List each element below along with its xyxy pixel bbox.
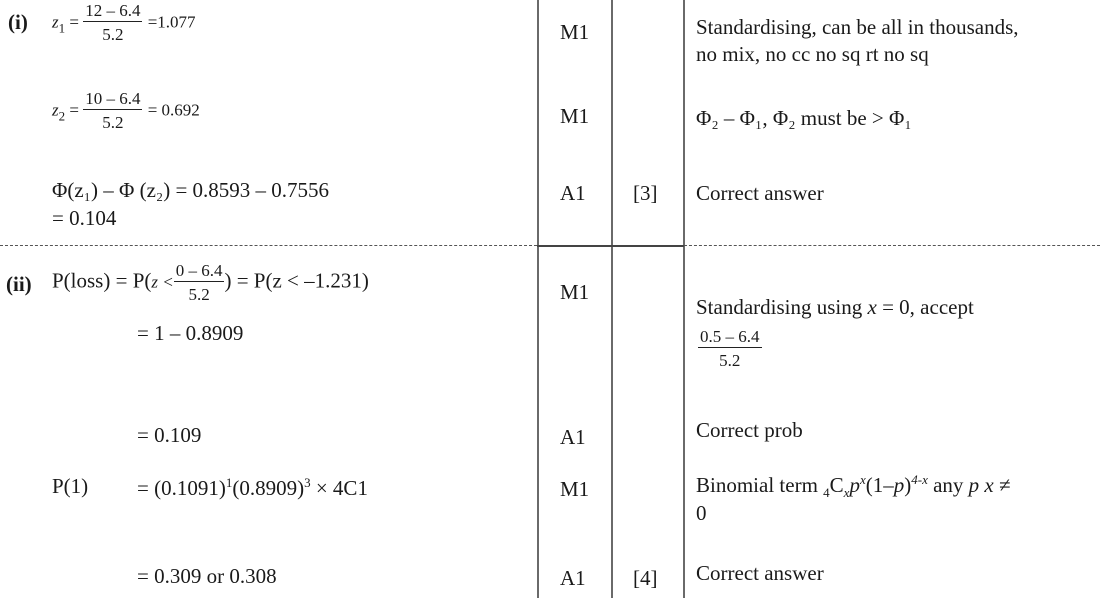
ploss-suffix: ) = P(z < –1.231) <box>224 268 369 293</box>
part-separator-middle <box>537 245 684 247</box>
z1-result: =1.077 <box>147 12 196 32</box>
accept-denominator: 5.2 <box>719 351 741 370</box>
ploss-equation <box>52 262 369 303</box>
comment-ii-3b: 0 <box>696 501 707 525</box>
mark-ii-4: A1 <box>560 566 586 590</box>
ploss-z-lt: z < <box>151 272 174 292</box>
z1-numerator: 12 – 6.4 <box>85 1 141 20</box>
total-ii: [4] <box>633 566 658 590</box>
part-ii-label: (ii) <box>6 272 32 296</box>
z2-equation: $z_2$ = $\frac{10 - 6.4}{5.2}$ = 0.692 <box>52 89 200 132</box>
comment-ii-1-text: Standardising using x = 0, accept <box>696 295 974 319</box>
mark-ii-1: M1 <box>560 280 590 304</box>
comment-i-1a: Standardising, can be all in thousands, <box>696 15 1019 39</box>
comment-ii-4: Correct answer <box>696 561 824 585</box>
z1-symbol: z <box>52 12 59 32</box>
comment-ii-1 <box>696 297 974 318</box>
ploss-numerator: 0 – 6.4 <box>175 261 223 280</box>
ploss-lhs: P(loss) <box>52 268 111 293</box>
z1-equation: $z_1$ = $\frac{12 - 6.4}{5.2}$ =1.077 <box>52 1 196 44</box>
column-divider-marks <box>537 0 539 598</box>
accept-fraction <box>698 328 762 369</box>
z1-subscript: 1 <box>58 20 66 36</box>
z2-denominator: 5.2 <box>102 113 124 132</box>
column-divider-comments <box>683 0 685 598</box>
z1-denominator: 5.2 <box>102 25 124 44</box>
part-i-label: (i) <box>8 10 28 34</box>
ploss-line3: = 0.109 <box>137 423 202 447</box>
comment-i-1b: no mix, no cc no sq rt no sq <box>696 42 929 66</box>
phi-difference-line: Φ(z₁) – Φ (z₂) = 0.8593 – 0.7556 <box>52 178 330 202</box>
comment-i-2: Φ₂ – Φ₁, Φ₂ must be > Φ₁ <box>696 106 912 130</box>
z2-numerator: 10 – 6.4 <box>85 89 141 108</box>
ploss-line2: = 1 – 0.8909 <box>137 321 244 345</box>
total-i: [3] <box>633 181 658 205</box>
mark-ii-2: A1 <box>560 425 586 449</box>
mark-i-2: M1 <box>560 104 590 128</box>
part-separator-right <box>684 245 1100 246</box>
z2-result: = 0.692 <box>147 100 200 120</box>
z2-symbol: z <box>52 100 59 120</box>
comment-ii-3a: Binomial term $_4C_xp^x(1-p)^{4-x}$ any p x ≠ <box>696 472 1011 501</box>
comment-ii-2: Correct prob <box>696 418 803 442</box>
mark-i-1: M1 <box>560 20 590 44</box>
p1-final: = 0.309 or 0.308 <box>137 564 277 588</box>
z2-subscript: 2 <box>58 108 66 124</box>
mark-i-3: A1 <box>560 181 586 205</box>
mark-ii-3: M1 <box>560 477 590 501</box>
comment-ii-1-fraction <box>698 328 762 369</box>
ploss-denominator: 5.2 <box>188 285 210 304</box>
part-separator-left <box>0 245 537 246</box>
accept-numerator: 0.5 – 6.4 <box>700 327 760 346</box>
column-divider-totals <box>611 0 613 598</box>
phi-result-line: = 0.104 <box>52 206 117 230</box>
ploss-fraction <box>174 262 225 303</box>
p1-rhs: = $(0.1091)^1(0.8909)^3 \times 4C1$ <box>137 475 368 500</box>
z2-fraction <box>83 90 142 131</box>
p1-lhs: P(1) <box>52 474 89 498</box>
z1-fraction <box>83 2 142 43</box>
ploss-prefix: = P( <box>115 268 152 293</box>
comment-i-3: Correct answer <box>696 181 824 205</box>
